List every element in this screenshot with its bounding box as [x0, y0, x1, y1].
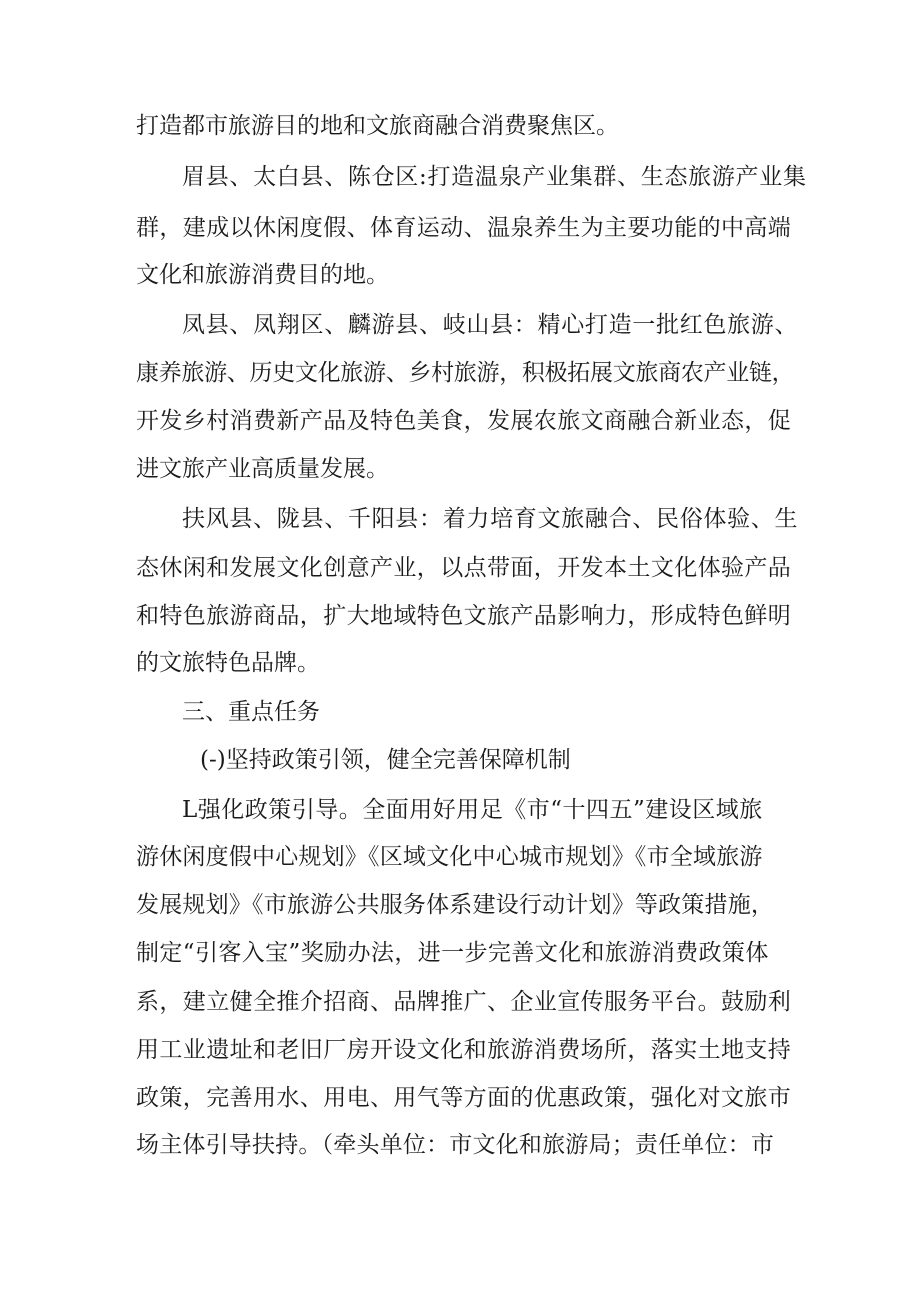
paragraph-first-line: L强化政策引导。全面用好用足《市“十四五”建设区域旅	[182, 797, 763, 823]
text-line: 康养旅游、历史文化旅游、乡村旅游，积极拓展文旅商农产业链，	[136, 360, 795, 386]
paragraph-first-line: 眉县、太白县、陈仓区:打造温泉产业集群、生态旅游产业集	[182, 164, 807, 190]
text-line: 系，建立健全推介招商、品牌推广、企业宣传服务平台。鼓励利	[136, 989, 792, 1015]
text-line: 政策，完善用水、用电、用气等方面的优惠政策，强化对文旅市	[136, 1085, 792, 1111]
text-line: 制定“引客入宝”奖励办法，进一步完善文化和旅游消费政策体	[136, 940, 769, 966]
text-line: 用工业遗址和老旧厂房开设文化和旅游消费场所，落实土地支持	[136, 1037, 792, 1063]
paragraph-first-line: 扶风县、陇县、千阳县：着力培育文旅融合、民俗体验、生	[182, 506, 799, 532]
text-line: 进文旅产业高质量发展。	[136, 456, 389, 482]
section-heading: 三、重点任务	[182, 699, 320, 725]
paragraph-first-line: 凤县、凤翔区、麟游县、岐山县：精心打造一批红色旅游、	[182, 312, 799, 338]
text-line: 打造都市旅游目的地和文旅商融合消费聚焦区。	[136, 113, 619, 139]
text-line: 的文旅特色品牌。	[136, 650, 320, 676]
text-line: 文化和旅游消费目的地。	[136, 262, 389, 288]
text-line: 发展规划》《市旅游公共服务体系建设行动计划》等政策措施，	[136, 892, 775, 918]
subsection-heading: (-)坚持政策引领，健全完善保障机制	[200, 747, 571, 773]
text-line: 游休闲度假中心规划》《区域文化中心城市规划》《市全域旅游	[136, 844, 763, 870]
text-line: 开发乡村消费新产品及特色美食，发展农旅文商融合新业态，促	[136, 408, 792, 434]
text-line: 和特色旅游商品，扩大地域特色文旅产品影响力，形成特色鲜明	[136, 603, 792, 629]
text-line: 态休闲和发展文化创意产业，以点带面，开发本土文化体验产品	[136, 555, 792, 581]
text-line: 场主体引导扶持。（牵头单位：市文化和旅游局；责任单位：市	[136, 1132, 775, 1158]
text-line: 群，建成以休闲度假、体育运动、温泉养生为主要功能的中高端	[136, 215, 792, 241]
